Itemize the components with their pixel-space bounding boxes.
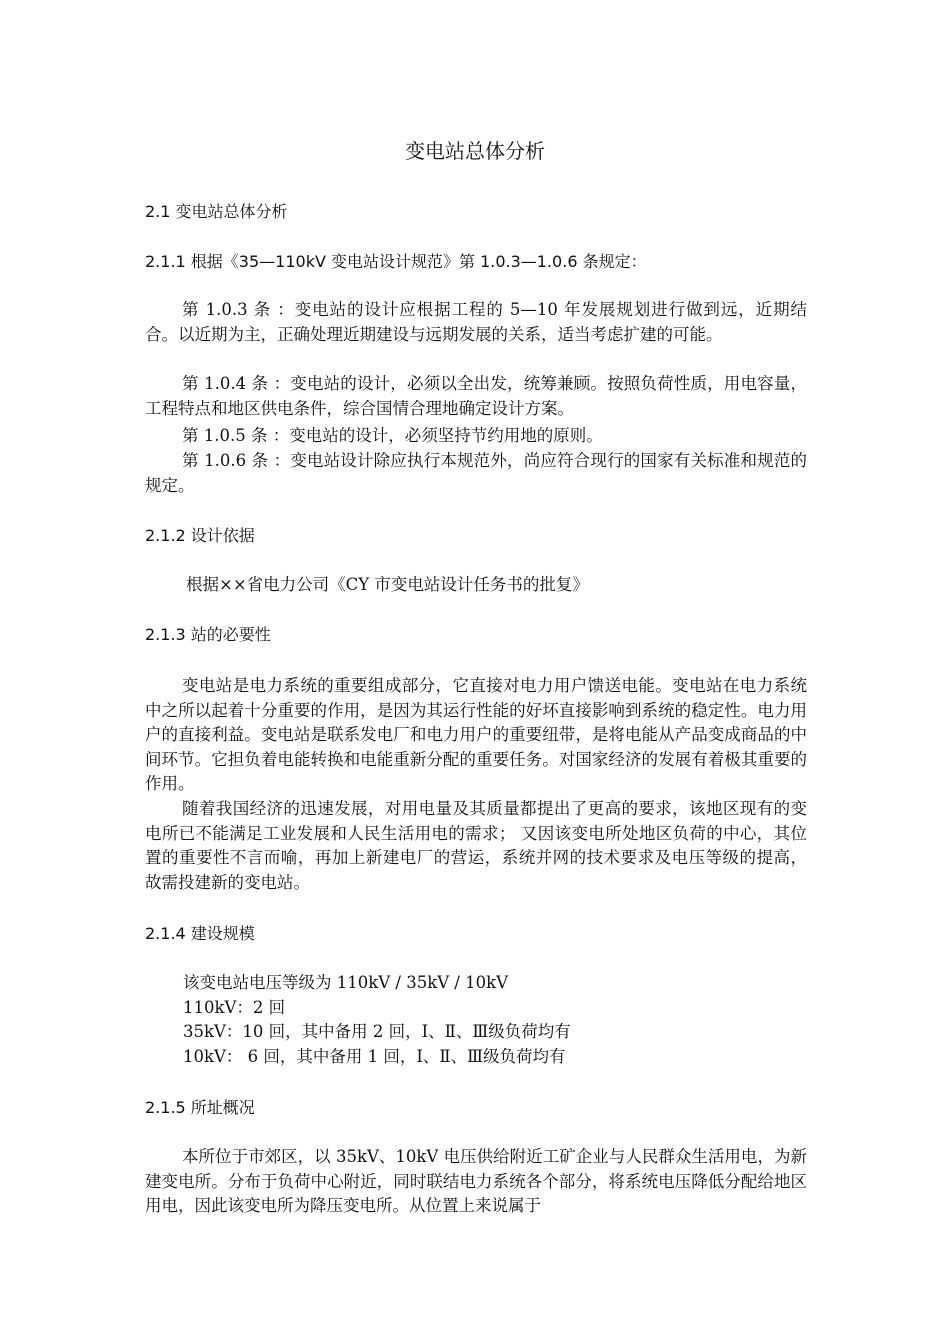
scale-line-10kv: 10kV： 6 回，其中备用 1 回，Ⅰ、Ⅱ、Ⅲ级负荷均有	[183, 1047, 566, 1066]
document-title: 变电站总体分析	[405, 139, 545, 163]
section-heading-2-1-2: 2.1.2 设计依据	[145, 526, 255, 545]
design-basis-text: 根据××省电力公司《CY 市变电站设计任务书的批复》	[186, 575, 589, 594]
section-heading-2-1-3: 2.1.3 站的必要性	[145, 625, 271, 644]
section-heading-2-1-5: 2.1.5 所址概况	[145, 1098, 255, 1117]
scale-line-110kv: 110kV：2 回	[183, 998, 286, 1017]
section-heading-2-1-4: 2.1.4 建设规模	[145, 924, 255, 943]
necessity-paragraph-2: 随着我国经济的迅速发展，对用电量及其质量都提出了更高的要求，该地区现有的变电所已不能满足工业发展和人民生活用电的需求； 又因该变电所处地区负荷的中心，其位置的重要性不言而喻，再加上新建电厂的营运，系统并网的技术要求及电压等级的提高， 故需投建新的变电站。	[145, 799, 807, 892]
clause-1-0-3: 第 1.0.3 条 ：变电站的设计应根据工程的 5—10 年发展规划进行做到远，近期结合。以近期为主，正确处理近期建设与远期发展的关系，适当考虑扩建的可能。	[145, 300, 807, 344]
scale-line-voltage-levels: 该变电站电压等级为 110kV / 35kV / 10kV	[183, 973, 509, 992]
scale-line-35kv: 35kV：10 回，其中备用 2 回，Ⅰ、Ⅱ、Ⅲ级负荷均有	[183, 1022, 571, 1041]
section-heading-2-1: 2.1 变电站总体分析	[145, 202, 288, 221]
clause-1-0-5: 第 1.0.5 条 ：变电站的设计，必须坚持节约用地的原则。	[182, 426, 603, 445]
clause-1-0-4: 第 1.0.4 条 ：变电站的设计，必须以全出发，统筹兼顾。按照负荷性质，用电容量，工程特点和地区供电条件，综合国情合理地确定设计方案。	[145, 374, 807, 418]
section-heading-2-1-1: 2.1.1 根据《35—110kV 变电站设计规范》第 1.0.3—1.0.6 条规定：	[145, 252, 647, 271]
site-overview-paragraph: 本所位于市郊区，以 35kV、10kV 电压供给附近工矿企业与人民群众生活用电，为新建变电所。分布于负荷中心附近，同时联结电力系统各个部分，将系统电压降低分配给地区用电，因此该变电所为降压变电所。从位置上来说属于	[145, 1147, 807, 1215]
necessity-paragraph-1: 变电站是电力系统的重要组成部分，它直接对电力用户馈送电能。变电站在电力系统中之所以起着十分重要的作用，是因为其运行性能的好坏直接影响到系统的稳定性。电力用户的直接利益。变电站是联系发电厂和电力用户的重要纽带，是将电能从产品变成商品的中间环节。它担负着电能转换和电能重新分配的重要任务。对国家经济的发展有着极其重要的作用。	[145, 676, 807, 793]
clause-1-0-6: 第 1.0.6 条 ：变电站设计除应执行本规范外，尚应符合现行的国家有关标准和规范的规定。	[145, 451, 807, 495]
